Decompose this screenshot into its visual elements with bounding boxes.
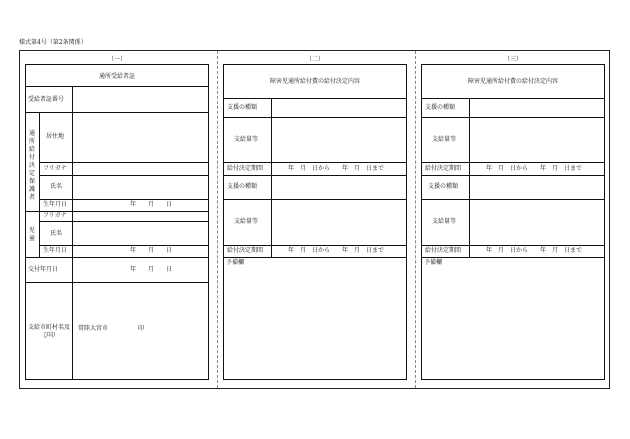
dob-value: 年 月 日 [130, 201, 173, 208]
panel3-support-amount-label: 支給量等 [432, 136, 457, 143]
dob-label: 生年月日 [43, 201, 68, 208]
seal-label: 印 [138, 325, 145, 332]
cert-number-label: 受給者証番号 [28, 96, 65, 103]
guardian-group-label: 通所給付決定保護者 [28, 130, 35, 201]
panel3-notes-label: 予備欄 [424, 259, 443, 266]
panel3-period-label-2: 給付決定期間 [425, 247, 462, 254]
panel2-notes-label: 予備欄 [226, 259, 245, 266]
form-number: 様式第4号（第2条関係） [19, 39, 87, 46]
panel1-title: 通所受給者証 [98, 73, 135, 80]
panel2-support-type-label-2: 支援の種類 [227, 183, 258, 190]
fold-line-1 [217, 51, 218, 388]
panel3-support-amount-label-2: 支給量等 [432, 218, 457, 225]
name-label: 氏名 [50, 183, 63, 190]
panel2-period-value: 年 月 日から 年 月 日まで [288, 165, 385, 172]
panel2-period-label-2: 給付決定期間 [227, 247, 264, 254]
child-dob-label: 生年月日 [43, 247, 68, 254]
municipality-label: 支給市町村名及び印 [27, 324, 70, 339]
panel3-number: （三） [503, 56, 522, 63]
panel3-title: 障害児通所給付費の給付決定内容 [467, 78, 558, 85]
child-dob-value: 年 月 日 [130, 247, 173, 254]
panel2-support-type-label: 支援の種類 [227, 104, 258, 111]
issue-date-value: 年 月 日 [130, 266, 173, 273]
furigana-label: フリガナ [43, 165, 67, 172]
panel2-period-label: 給付決定期間 [227, 165, 264, 172]
issue-date-label: 交付年月日 [28, 266, 59, 273]
panel2-support-amount-label: 支給量等 [234, 136, 259, 143]
child-name-label: 氏名 [50, 230, 63, 237]
panel3-period-value-2: 年 月 日から 年 月 日まで [486, 247, 583, 254]
panel3-period-label: 給付決定期間 [425, 165, 462, 172]
fold-line-2 [415, 51, 416, 388]
address-label: 居住地 [46, 133, 65, 140]
panel3-support-type-label-2: 支援の種類 [428, 183, 459, 190]
child-furigana-label: フリガナ [43, 212, 67, 219]
panel2-period-value-2: 年 月 日から 年 月 日まで [288, 247, 385, 254]
panel2-number: （二） [305, 56, 324, 63]
panel1-number: （一） [107, 56, 126, 63]
panel2-support-amount-label-2: 支給量等 [234, 218, 259, 225]
panel3-support-type-label: 支援の種類 [425, 104, 456, 111]
child-group-label: 児童 [28, 227, 35, 242]
municipality-value: 常陸大宮市 [78, 325, 109, 332]
panel3-period-value: 年 月 日から 年 月 日まで [486, 165, 583, 172]
panel2-title: 障害児通所給付費の給付決定内容 [269, 78, 360, 85]
